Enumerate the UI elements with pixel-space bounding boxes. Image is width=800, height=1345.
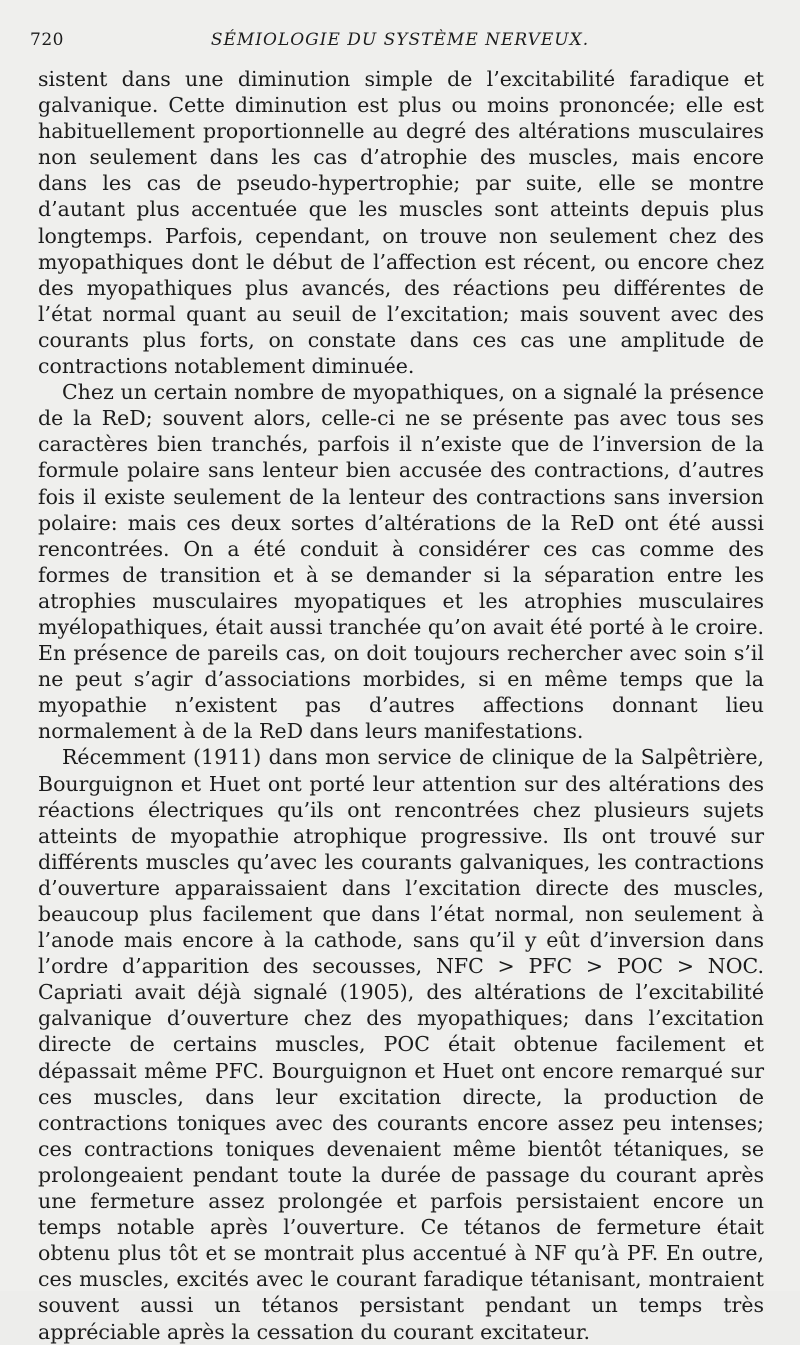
paragraph-recent-findings: Récemment (1911) dans mon service de clinique de la Salpêtrière, Bourguignon et Huet ont porté leur attention sur des altérations des réactions électriques qu’ils ont rencontrées chez plusieurs sujets atteints de myopathie atrophique progressive. Ils ont trouvé sur différents muscles qu’avec les courants galvaniques, les contractions d’ouverture apparaissaient dans l’excitation directe des muscles, beaucoup plus facilement que dans l’état normal, non seulement à l’anode mais encore à la cathode, sans qu’il y eût d’inversion dans l’ordre d’apparition des secousses, NFC > PFC > POC > NOC. Capriati avait déjà signalé (1905), des altérations de l’excitabilité galvanique d’ouverture chez des myopathiques; dans l’excitation directe de certains muscles, POC était obtenue facilement et dépassait même PFC. Bourguignon et Huet ont encore remarqué sur ces muscles, dans leur excitation directe, la production de contractions toniques avec des courants encore assez peu intenses; ces contractions toniques devenaient même bientôt tétaniques, se prolongeaient pendant toute la durée de passage du courant après une fermeture assez prolongée et parfois persistaient encore un temps notable après l’ouverture. Ce tétanos de fermeture était obtenu plus tôt et se montrait plus accentué à NF qu’à PF. En outre, ces muscles, excités avec le courant faradique tétanisant, montraient souvent aussi un tétanos persistant pendant un temps très appréciable après la cessation du courant excitateur. xyxy=(38,745,764,1344)
body-text xyxy=(38,66,764,1345)
page-number: 720 xyxy=(30,30,64,50)
running-title: SÉMIOLOGIE DU SYSTÈME NERVEUX. xyxy=(210,30,590,50)
page-header xyxy=(30,30,770,56)
paragraph-red-myopathy: Chez un certain nombre de myopathiques, on a signalé la présence de la ReD; souvent alors, celle-ci ne se présente pas avec tous ses caractères bien tranchés, parfois il n’existe que de l’inversion de la formule polaire sans lenteur bien accusée des contractions, d’autres fois il existe seulement de la lenteur des contractions sans inversion polaire: mais ces deux sortes d’altérations de la ReD ont été aussi rencontrées. On a été conduit à considérer ces cas comme des formes de transition et à se demander si la séparation entre les atrophies musculaires myopatiques et les atrophies musculaires myélopathiques, était aussi tranchée qu’on avait été porté à le croire. En présence de pareils cas, on doit toujours rechercher avec soin s’il ne peut s’agir d’associations morbides, si en même temps que la myopathie n’existent pas d’autres affections donnant lieu normalement à de la ReD dans leurs manifestations. xyxy=(38,380,764,744)
paragraph-continuation: sistent dans une diminution simple de l’excitabilité faradique et galvanique. Cette diminution est plus ou moins prononcée; elle est habituellement proportionnelle au degré des altérations musculaires non seulement dans les cas d’atrophie des muscles, mais encore dans les cas de pseudo-hypertrophie; par suite, elle se montre d’autant plus accentuée que les muscles sont atteints depuis plus longtemps. Parfois, cependant, on trouve non seulement chez des myopathiques dont le début de l’affection est récent, ou encore chez des myopathiques plus avancés, des réactions peu différentes de l’état normal quant au seuil de l’excitation; mais souvent avec des courants plus forts, on constate dans ces cas une amplitude de contractions notablement diminuée. xyxy=(38,67,764,379)
